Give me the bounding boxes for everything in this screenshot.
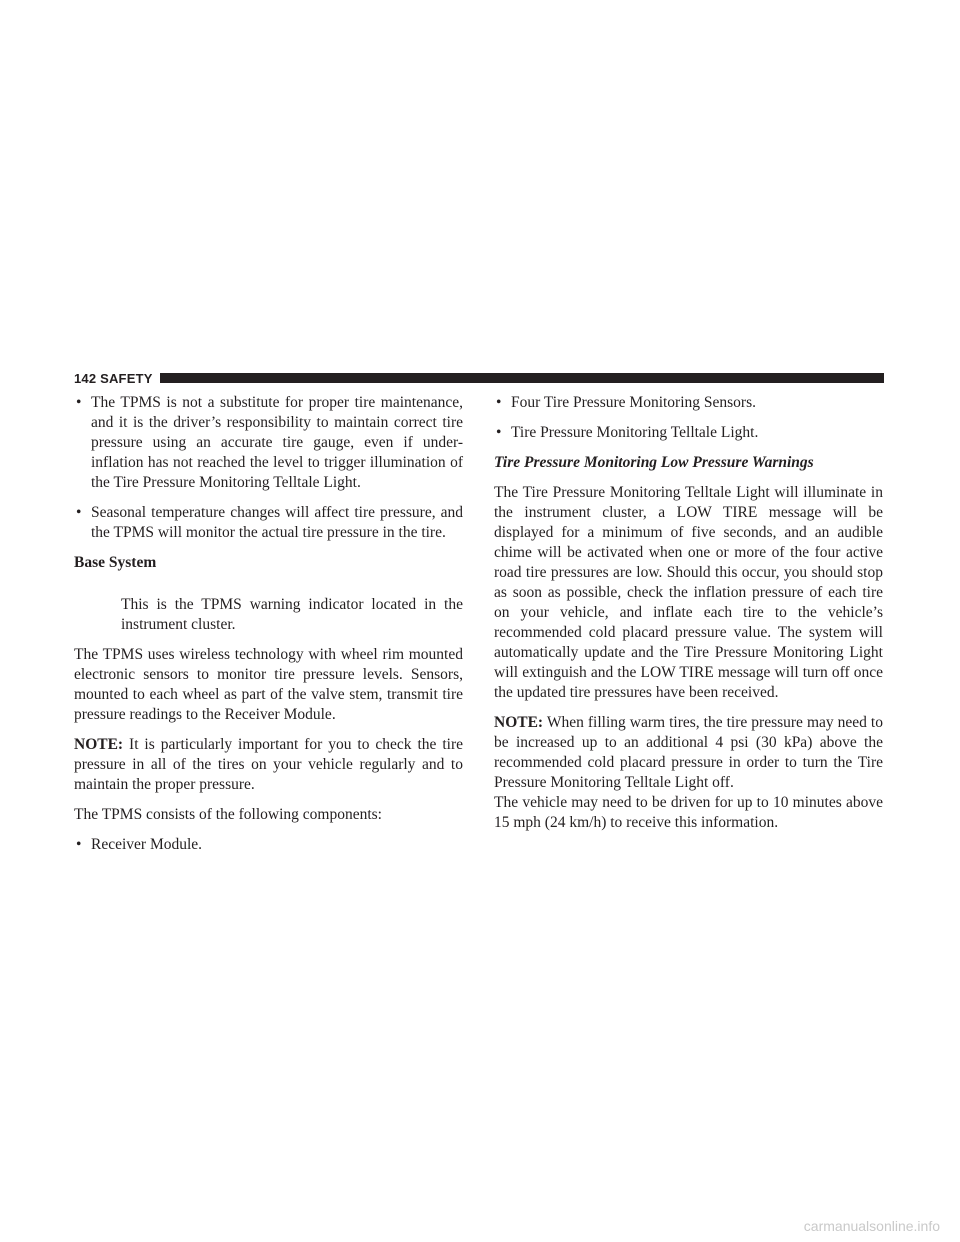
bullet-item <box>74 835 463 855</box>
note-paragraph <box>494 713 883 793</box>
paragraph: The TPMS consists of the following components: <box>74 806 382 823</box>
note-paragraph <box>74 735 463 795</box>
footer-watermark: carmanualsonline.info <box>803 1218 940 1234</box>
indicator-description: This is the TPMS warning indicator located in the instrument cluster. <box>121 596 463 633</box>
section-heading: Base System <box>74 554 157 571</box>
paragraph: The vehicle may need to be driven for up to 10 minutes above 15 mph (24 km/h) to receive this information. <box>494 794 883 831</box>
bullet-dot: • <box>496 424 502 441</box>
bullet-text: Seasonal temperature changes will affect tire pressure, and the TPMS will monitor the actual tire pressure in the tire. <box>91 504 463 541</box>
bullet-dot: • <box>76 394 82 411</box>
bullet-dot: • <box>76 504 82 521</box>
note-text: When filling warm tires, the tire pressure may need to be increased up to an additional 4 psi (30 kPa) above the recommended cold placard pressure in order to turn the Tire Pressure Monitoring Telltale Light off. <box>494 714 883 791</box>
section-heading: Tire Pressure Monitoring Low Pressure Warnings <box>494 454 814 471</box>
header-rule <box>160 373 884 383</box>
bullet-item <box>74 393 463 493</box>
paragraph: The TPMS uses wireless technology with wheel rim mounted electronic sensors to monitor tire pressure levels. Sensors, mounted to each wheel as part of the valve stem, transmit tire pressure readings to the Receiver Module. <box>74 646 463 723</box>
bullet-dot: • <box>496 394 502 411</box>
right-column <box>494 393 883 843</box>
bullet-text: Tire Pressure Monitoring Telltale Light. <box>511 424 759 441</box>
page-number-section-label: 142 SAFETY <box>74 370 153 386</box>
page-header <box>74 370 884 386</box>
note-label: NOTE: <box>74 736 124 753</box>
bullet-item <box>494 423 883 443</box>
bullet-item <box>74 503 463 543</box>
note-text: It is particularly important for you to check the tire pressure in all of the tires on your vehicle regularly and to maintain the proper pressure. <box>74 736 464 793</box>
note-label: NOTE: <box>494 714 544 731</box>
tpms-indicator-row <box>74 595 463 635</box>
paragraph: The Tire Pressure Monitoring Telltale Light will illuminate in the instrument cluster, a LOW TIRE message will be displayed for a minimum of five seconds, and an audible chime will be activated when one or more of the four active road tire pressures are low. Should this occur, you should stop as soon as possible, check the inflation pressure of each tire on your vehicle, and inflate each tire to the vehicle’s recommended cold placard pressure value. The system will automatically update and the Tire Pressure Monitoring Light will extinguish and the LOW TIRE message will turn off once the updated tire pressures have been received. <box>494 484 883 701</box>
bullet-text: Receiver Module. <box>91 836 203 853</box>
bullet-dot: • <box>76 836 82 853</box>
bullet-text: Four Tire Pressure Monitoring Sensors. <box>511 394 757 411</box>
bullet-text: The TPMS is not a substitute for proper tire maintenance, and it is the driver’s responsibility to maintain correct tire pressure using an accurate tire gauge, even if under-inflation has not reached the level to trigger illumination of the Tire Pressure Monitoring Telltale Light. <box>91 394 463 491</box>
bullet-item <box>494 393 883 413</box>
tpms-warning-icon <box>74 595 121 635</box>
left-column <box>74 393 463 865</box>
